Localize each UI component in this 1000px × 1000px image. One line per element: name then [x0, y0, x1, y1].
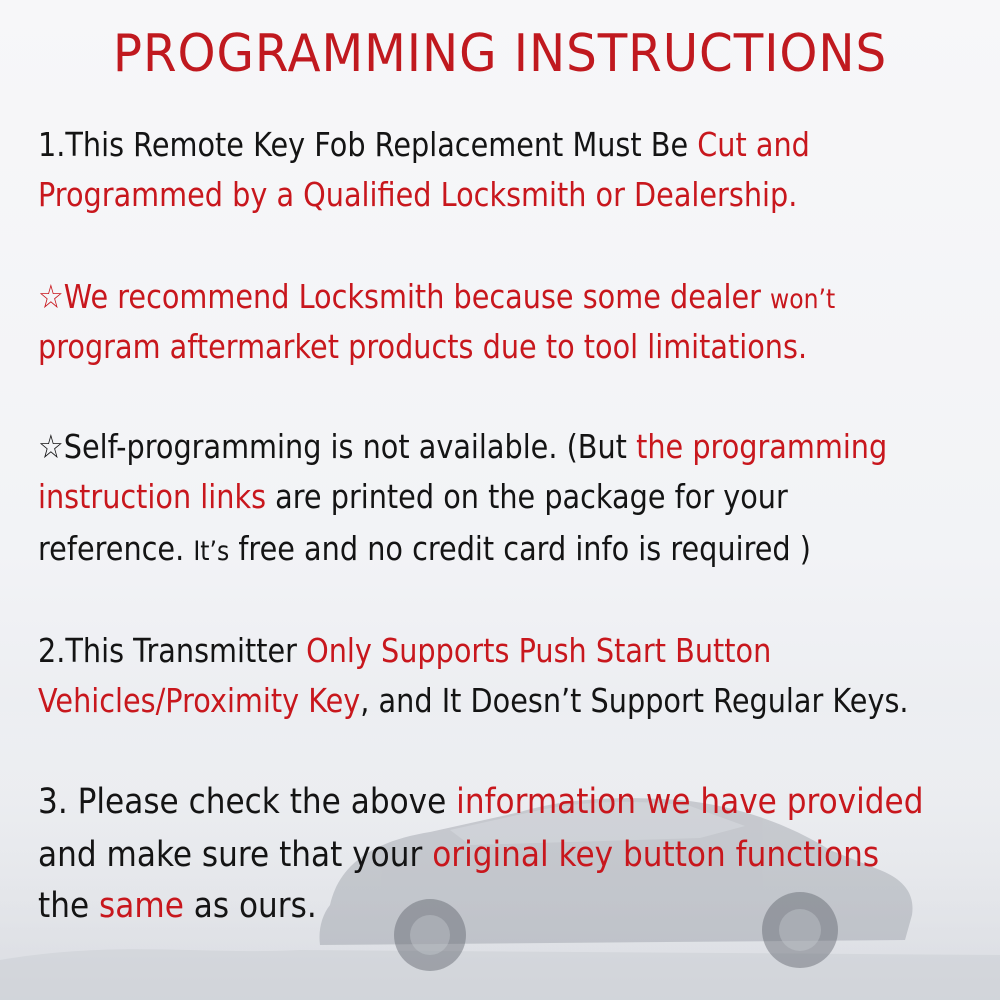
item-1-line-2	[38, 175, 798, 214]
text-span: the	[38, 886, 100, 926]
highlight-text: program aftermarket products due to tool limitations.	[38, 327, 808, 366]
highlight-text: instruction links	[38, 477, 267, 516]
text-span: reference.	[38, 529, 194, 568]
item-5-line-3	[38, 886, 317, 926]
highlight-text: Cut and	[697, 125, 810, 164]
text-span: 2.This Transmitter	[38, 631, 307, 670]
item-4-line-2	[38, 681, 909, 720]
text-span: as ours.	[183, 886, 317, 926]
item-2-line-1	[38, 277, 836, 316]
text-span: ☆Self-programming is not available. (But	[38, 427, 637, 466]
highlight-text: Only Supports Push Start Button	[306, 631, 772, 670]
highlight-text: ☆We recommend Locksmith because some dealer	[38, 277, 771, 316]
item-5-line-2	[38, 835, 880, 875]
item-3-line-1	[38, 427, 888, 466]
text-span: It’s	[193, 536, 230, 567]
page-title: PROGRAMMING INSTRUCTIONS	[112, 24, 888, 84]
text-span: and make sure that your	[38, 835, 433, 875]
item-4-line-1	[38, 631, 772, 670]
text-span: 1.This Remote Key Fob Replacement Must Be	[38, 125, 698, 164]
text-span: 3. Please check the above	[38, 782, 457, 822]
highlight-text: original key button functions	[432, 835, 880, 875]
item-5-line-1	[38, 782, 924, 822]
highlight-text: Programmed by a Qualified Locksmith or Dealership.	[38, 175, 798, 214]
highlight-text: Vehicles/Proximity Key	[38, 681, 361, 720]
highlight-text: won’t	[770, 284, 836, 315]
item-3-line-3	[38, 529, 811, 568]
text-span: are printed on the package for your	[266, 477, 788, 516]
highlight-text: information we have provided	[456, 782, 924, 822]
highlight-text: same	[99, 886, 184, 926]
text-span: , and It Doesn’t Support Regular Keys.	[360, 681, 909, 720]
item-3-line-2	[38, 477, 788, 516]
item-1-line-1	[38, 125, 810, 164]
highlight-text: the programming	[636, 427, 888, 466]
text-span: free and no credit card info is required )	[229, 529, 811, 568]
item-2-line-2	[38, 327, 808, 366]
